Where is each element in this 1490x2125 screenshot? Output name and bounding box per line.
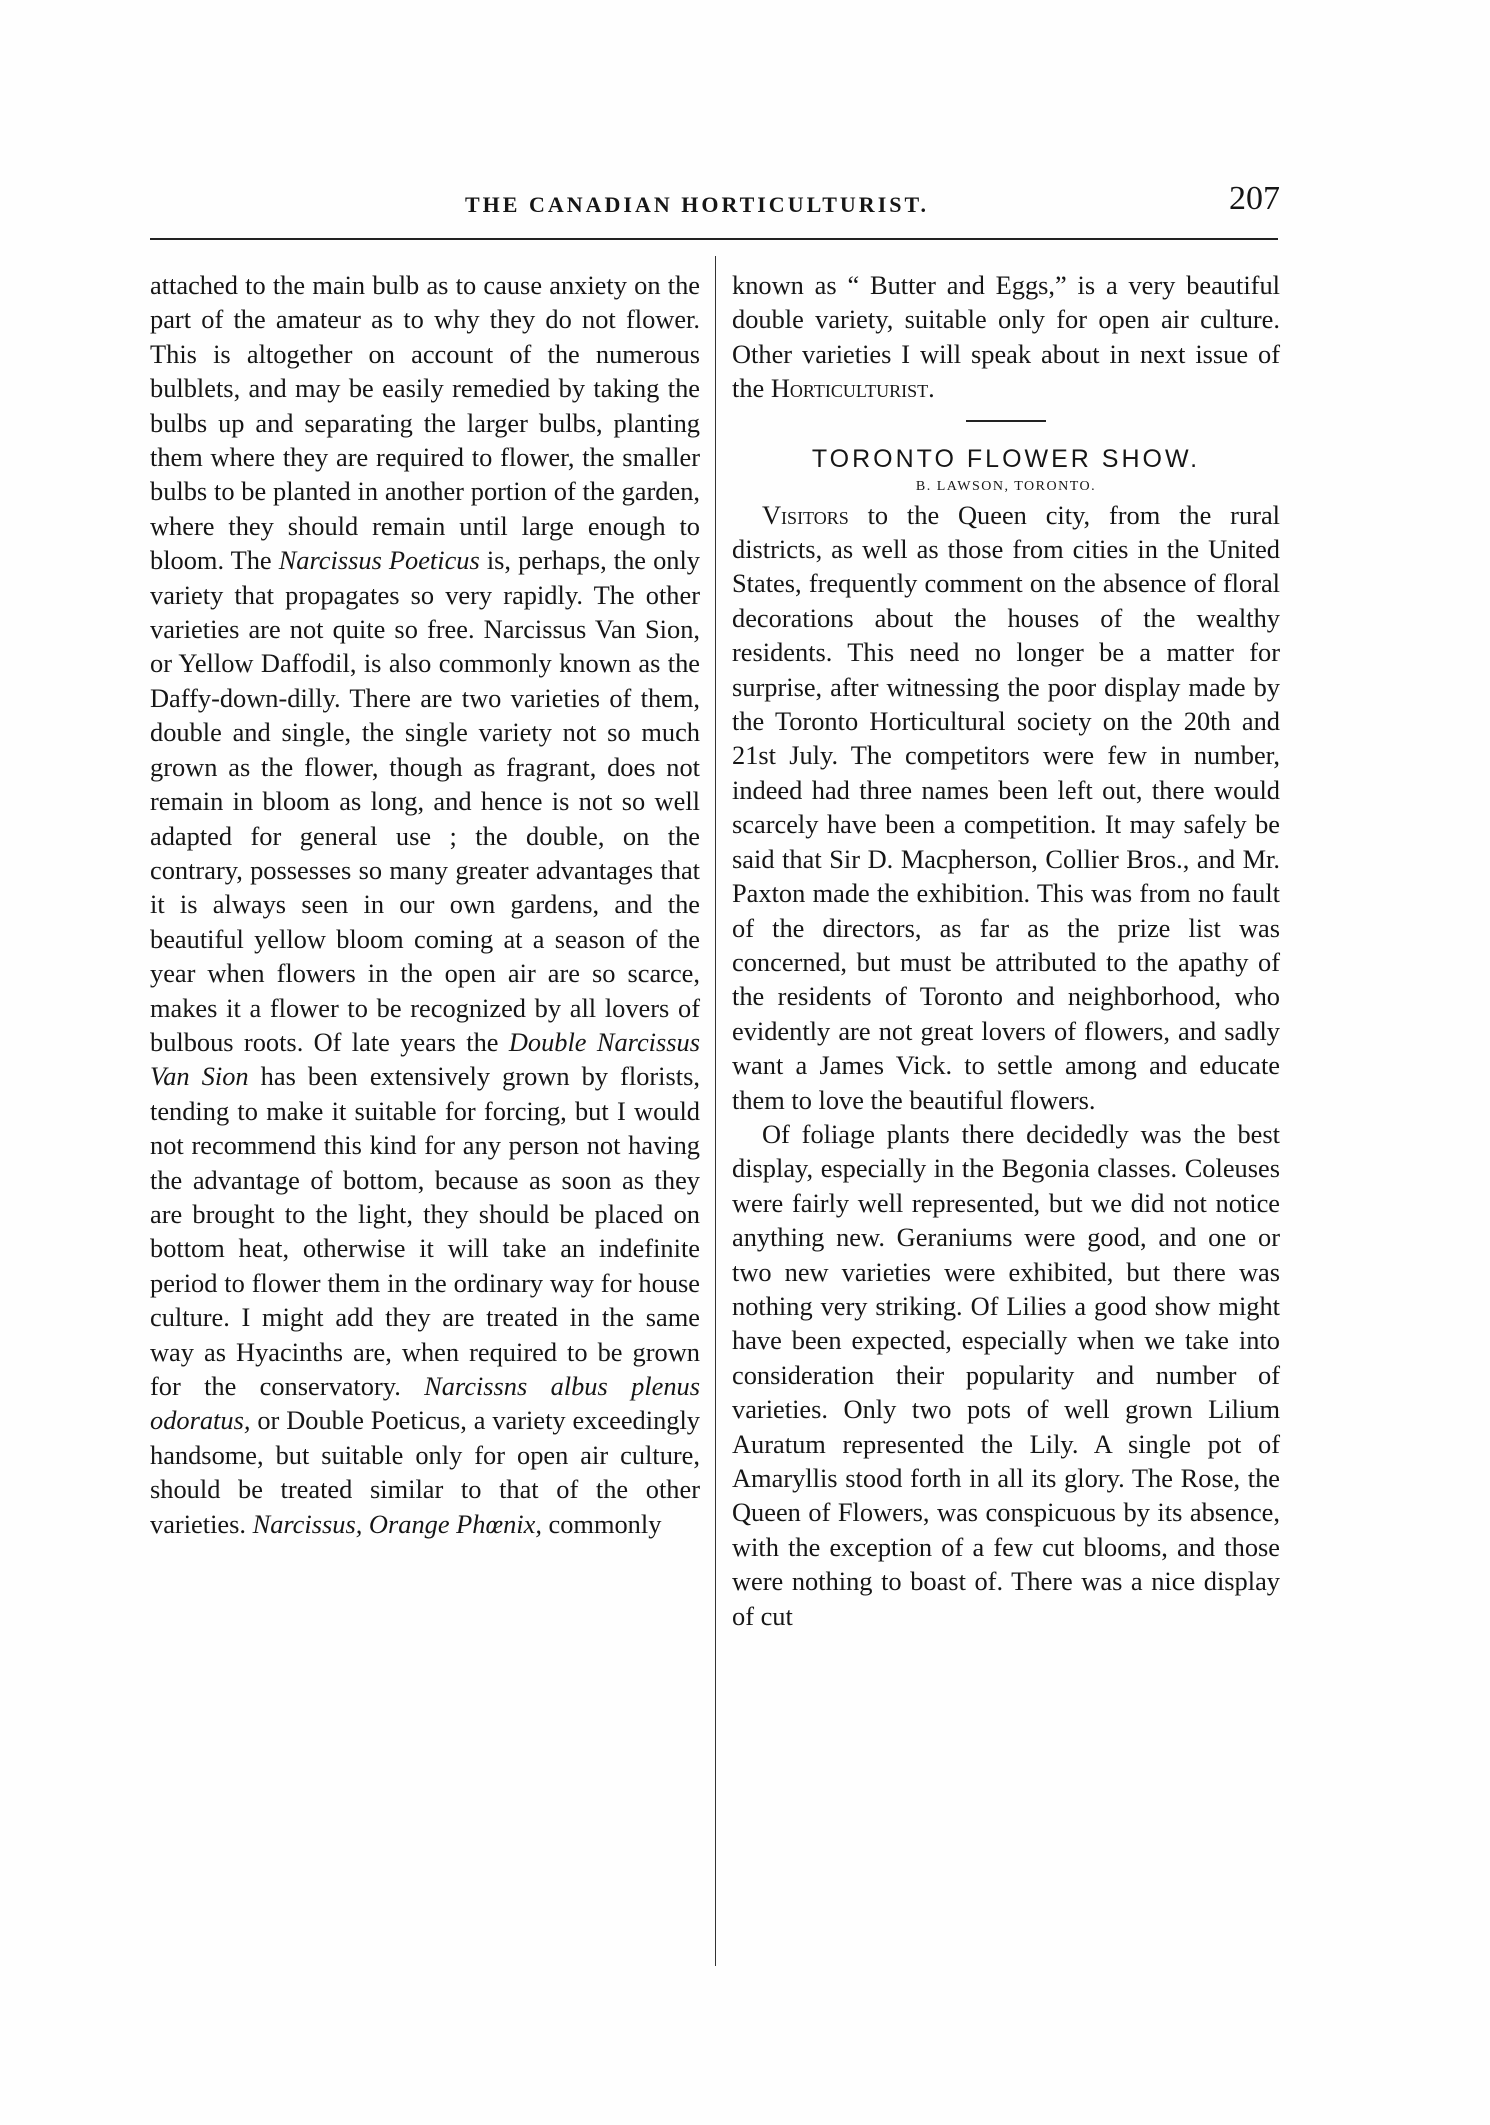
left-paragraph <box>150 268 700 1541</box>
continuation-paragraph <box>732 268 1280 406</box>
page-header <box>150 180 1280 224</box>
small-caps-run: Visitors <box>762 499 849 530</box>
section-title: TORONTO FLOWER SHOW. <box>811 444 1201 473</box>
page-number: 207 <box>1229 180 1280 217</box>
left-column <box>150 268 700 1541</box>
text-run: to the Queen city, from the rural districts, as well as those from cities in the United States, frequently comment on the absence of floral decorations about the houses of the wealthy residents. This need no longer be a matter for surprise, after witnessing the poor display made by the Toronto Horticultural society on the 20th and 21st July. The competitors were few in number, indeed had three names been left out, there would scarcely have been a competition. It may safely be said that Sir D. Macpherson, Collier Bros., and Mr. Paxton made the exhibition. This was from no fault of the directors, as far as the prize list was concerned, but must be attributed to the apathy of the residents of Toronto and neighborhood, who evidently are not great lovers of flowers, and sadly want a James Vick. to settle among and educate them to love the beautiful flowers. <box>732 499 1280 1115</box>
italic-run: Narcissns albus plenus odoratus, <box>150 1371 700 1436</box>
running-title: THE CANADIAN HORTICULTURIST. <box>465 192 930 217</box>
text-run: Of foliage plants there decidedly was the best display, especially in the Begonia classes. Coleuses were fairly well represented, but we did not notice anything new. Geraniums were good, and one or two new varieties were exhibited, but there was nothing very striking. Of Lilies a good show might have been expected, especially when we take into consideration their popularity and number of varieties. Only two pots of well grown Lilium Auratum represented the Lily. A single pot of Amaryllis stood forth in all its glory. The Rose, the Queen of Flowers, was conspicuous by its absence, with the exception of a few cut blooms, and those were nothing to boast of. There was a nice display of cut <box>732 1118 1280 1631</box>
text-run: or Double Poeticus, a variety exceedingly handsome, but suitable only for open air culture, should be treated similar to that of the other varieties. <box>150 1405 700 1539</box>
header-rule <box>150 238 1278 240</box>
text-run: is, perhaps, the only variety that propagates so very rapidly. The other varieties are not quite so free. Narcissus Van Sion, or Yellow Daffodil, is also commonly known as the Daffy-down-dilly. There are two varieties of them, double and single, the single variety not so much grown as the flower, though as fragrant, does not remain in bloom as long, and hence is not so well adapted for general use ; the double, on the contrary, possesses so many greater advantages that it is always seen in our own gardens, and the beautiful yellow bloom coming at a season of the year when flowers in the open air are so scarce, makes it a flower to be recognized by all lovers of bulbous roots. Of late years the <box>150 545 700 1057</box>
column-divider <box>715 256 716 1966</box>
text-run: known as “ Butter and Eggs,” is a very beautiful double variety, suitable only for open air culture. Other varieties I will speak about in next issue of the <box>732 270 1280 404</box>
small-caps-run: Horticulturist. <box>770 373 935 404</box>
italic-run: Narcissus, Orange Phœnix, <box>252 1508 542 1539</box>
text-run: has been extensively grown by florists, tending to make it suitable for forcing, but I would not recommend this kind for any person not having the advantage of bottom, because as soon as they are brought to the light, they should be placed on bottom heat, otherwise it will take an indefinite period to flower them in the ordinary way for house culture. I might add they are treated in the same way as Hyacinths are, when required to be grown for the conservatory. <box>150 1061 700 1401</box>
right-column <box>732 268 1280 1633</box>
italic-run: Narcissus Poeticus <box>278 545 480 576</box>
byline: B. LAWSON, TORONTO. <box>915 478 1097 494</box>
text-run: commonly <box>541 1508 662 1539</box>
article-paragraph <box>732 1117 1280 1633</box>
italic-run: Double Narcissus Van Sion <box>150 1026 700 1092</box>
article-paragraph <box>732 498 1280 1117</box>
text-run: attached to the main bulb as to cause anxiety on the part of the amateur as to why they do not flower. This is altogether on account of the numerous bulblets, and may be easily remedied by taking the bulbs up and separating the larger bulbs, planting them where they are required to flower, the smaller bulbs to be planted in another portion of the garden, where they should remain until large enough to bloom. The <box>150 270 700 576</box>
section-rule <box>966 420 1046 422</box>
